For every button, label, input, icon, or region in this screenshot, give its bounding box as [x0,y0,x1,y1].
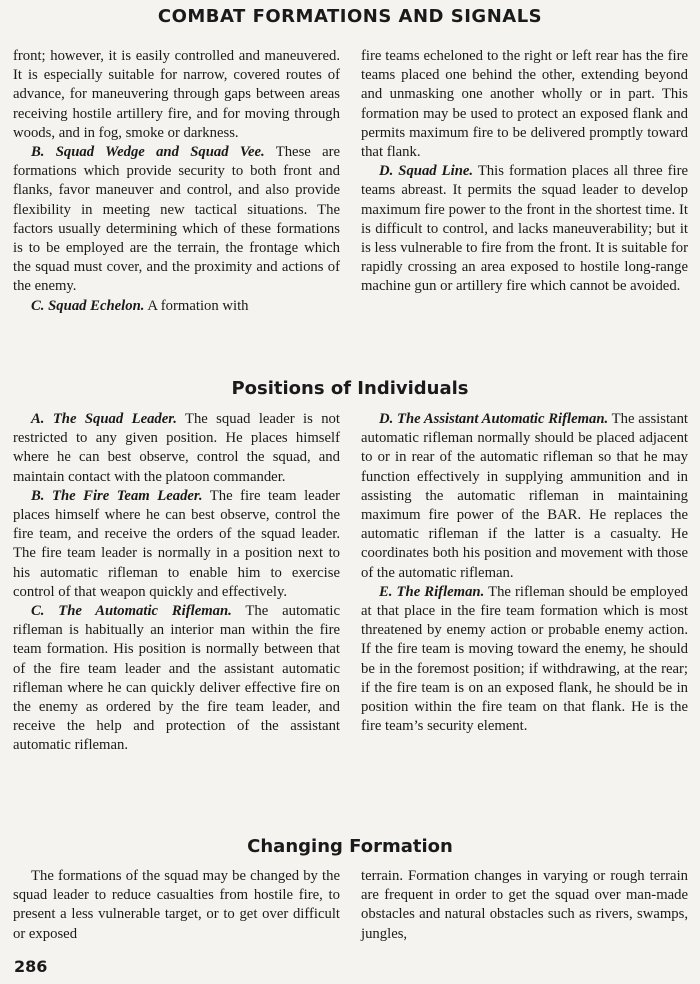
page-title: COMBAT FORMATIONS AND SIGNALS [157,6,543,27]
paragraph-text: terrain. Formation changes in varying or rough terrain are frequent in order to get the squad over man-made obstacles and natural obstacles such as rivers, swamps, jungles, [361,868,688,942]
paragraph [361,47,688,162]
paragraph-lead: A. The Squad Leader. [31,411,177,427]
paragraph-text: The assistant automatic rifleman normally should be placed adjacent to or in rear of the automatic rifleman so that he may function effectively in supplying ammunition and in assisting the automatic rifleman in maintaining maximum fire power of the BAR. He replaces the automatic rifleman if the latter is a casualty. He coordinates both his position and movement with those of the automatic rifleman. [361,411,688,581]
paragraph-lead: B. The Fire Team Leader. [31,487,203,504]
paragraph [361,410,688,583]
paragraph-text: These are formations which provide security to both front and flanks, favor maneuver and control, and also provide flexibility in meeting new tactical situations. The factors usually determining which of these formations is to be employed are the terrain, the frontage which the squad must cover, and the proximity and actions of the enemy. [13,144,341,295]
paragraph-lead: C. Squad Echelon. [31,297,145,314]
paragraph [13,487,340,602]
paragraph [13,602,340,756]
paragraph [361,162,688,296]
paragraph [361,867,688,944]
section3-left-column [13,867,340,944]
paragraph [13,143,340,297]
paragraph-lead: D. Squad Line. [379,163,474,180]
section1-left-column [13,47,340,316]
section-heading-positions: Positions of Individuals [231,378,469,399]
paragraph-lead: E. The Rifleman. [379,583,485,600]
paragraph [13,410,340,487]
paragraph-lead: B. Squad Wedge and Squad Vee. [31,144,265,161]
paragraph-text: fire teams echeloned to the right or left rear has the fire teams placed one behind the other, extending beyond and unmasking one another wholly or in part. This formation may be used to protect an exposed flank and permits maximum fire to be delivered promptly toward that flank. [361,48,688,161]
paragraph-text: The squad leader is not restricted to any given position. He places himself where he can best observe, control the squad, and maintain contact with the platoon commander. [13,411,340,485]
paragraph-text: The rifleman should be employed at that place in the fire team formation which is most threatened by enemy action or probable enemy action. If the fire team is moving toward the enemy, he should be in the foremost position; if withdrawing, at the rear; if the fire team is on an exposed flank, he should be in position within the fire team on that flank. He is the fire team’s security element. [361,583,688,735]
paragraph-text: The fire team leader places himself where he can best observe, control the fire team, and receive the orders of the squad leader. The fire team leader is normally in a position next to his automatic rifleman to enable him to exercise control of that weapon quickly and effectively. [13,487,340,600]
paragraph-lead: D. The Assistant Automatic Rifleman. [379,411,609,427]
paragraph-text: A formation with [147,297,249,314]
paragraph-text: The automatic rifleman is habitually an interior man within the fire team formation. His position is normally between that of the fire team leader and the assistant automatic rifleman where he can quickly deliver effective fire on the enemy as ordered by the fire team leader, and receive the help and protection of the assistant automatic rifleman. [13,603,340,754]
paragraph-lead: C. The Automatic Rifleman. [31,603,232,620]
section2-left-column [13,410,340,756]
paragraph-text: front; however, it is easily controlled and maneuvered. It is especially suitable for narrow, covered routes of advance, for maneuvering through gaps between areas receiving hostile artillery fire, and for moving through woods, and in fog, smoke or darkness. [13,48,340,141]
paragraph [361,583,688,737]
paragraph [13,867,340,944]
paragraph-text: The formations of the squad may be changed by the squad leader to reduce casualties from hostile fire, to present a less vulnerable target, or to get over difficult or exposed [13,868,340,942]
section2-right-column [361,410,688,736]
paragraph [13,297,340,316]
section1-right-column [361,47,688,297]
paragraph-text: This formation places all three fire teams abreast. It permits the squad leader to develop maximum fire power to the front in the shortest time. It is difficult to control, and lacks maneuverability; but it is less vulnerable to fire from the front. It is suitable for rapidly crossing an area exposed to hostile long-range machine gun or artillery fire which cannot be avoided. [361,163,688,295]
page-number: 286 [14,957,48,976]
paragraph [13,47,340,143]
section3-right-column [361,867,688,944]
section-heading-changing-formation: Changing Formation [247,836,453,857]
